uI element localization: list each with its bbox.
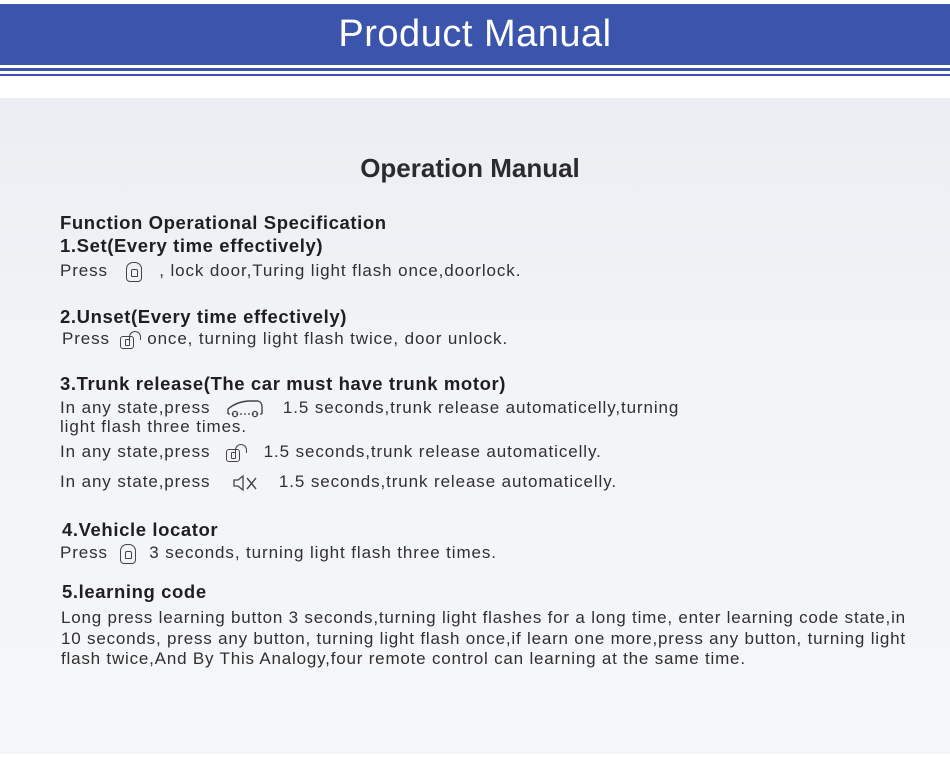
section-3-line-3-pre: In any state,press <box>60 442 211 461</box>
section-3-line-4-post: 1.5 seconds,trunk release automaticelly. <box>278 472 617 491</box>
section-3-line-1-post: 1.5 seconds,trunk release automaticelly,turning <box>282 398 680 417</box>
section-4-post: 3 seconds, turning light flash three times. <box>149 543 497 562</box>
mute-icon <box>232 473 260 493</box>
section-4-pre: Press <box>60 543 108 562</box>
section-1-pre: Press <box>60 261 108 280</box>
section-1-post: , lock door,Turing light flash once,doorlock. <box>159 261 522 280</box>
lock-icon <box>126 262 142 282</box>
section-3-line-1 <box>60 398 679 419</box>
section-3-line-3 <box>60 442 602 462</box>
section-3-line-4-pre: In any state,press <box>60 472 211 491</box>
banner-title: Product Manual <box>338 13 612 55</box>
unlock-icon <box>226 444 248 462</box>
section-1-heading: 1.Set(Every time effectively) <box>60 235 324 256</box>
car-trunk-icon <box>226 399 264 419</box>
section-3-line-3-post: 1.5 seconds,trunk release automaticelly. <box>263 442 602 461</box>
section-2-post: once, turning light flash twice, door unlock. <box>147 329 509 348</box>
section-1-line <box>60 261 521 282</box>
section-4-line <box>60 543 497 564</box>
section-2-pre: Press <box>62 329 110 348</box>
banner-rule-thick <box>0 68 950 71</box>
unlock-icon <box>120 331 142 349</box>
section-4-heading: 4.Vehicle locator <box>62 519 219 540</box>
lock-icon <box>120 544 136 564</box>
section-3-heading: 3.Trunk release(The car must have trunk motor) <box>60 373 507 394</box>
section-2-line <box>62 329 508 349</box>
banner-rule-thin <box>0 74 950 76</box>
section-5-paragraph: Long press learning button 3 seconds,turning light flashes for a long time, enter learning code state,in 10 seconds, press any button, turning light flash once,if learn one more,press any button, turning light flash twice,And By This Analogy,four remote control can learning at the same time. <box>61 608 906 668</box>
section-5-heading: 5.learning code <box>62 581 207 602</box>
manual-sheet <box>0 98 950 754</box>
section-3-line-1-pre: In any state,press <box>60 398 211 417</box>
section-2-heading: 2.Unset(Every time effectively) <box>60 306 347 327</box>
spec-heading: Function Operational Specification <box>60 212 387 233</box>
manual-title: Operation Manual <box>360 153 580 183</box>
section-3-line-2: light flash three times. <box>60 417 247 436</box>
header-banner <box>0 4 950 65</box>
section-3-line-4 <box>60 472 617 493</box>
